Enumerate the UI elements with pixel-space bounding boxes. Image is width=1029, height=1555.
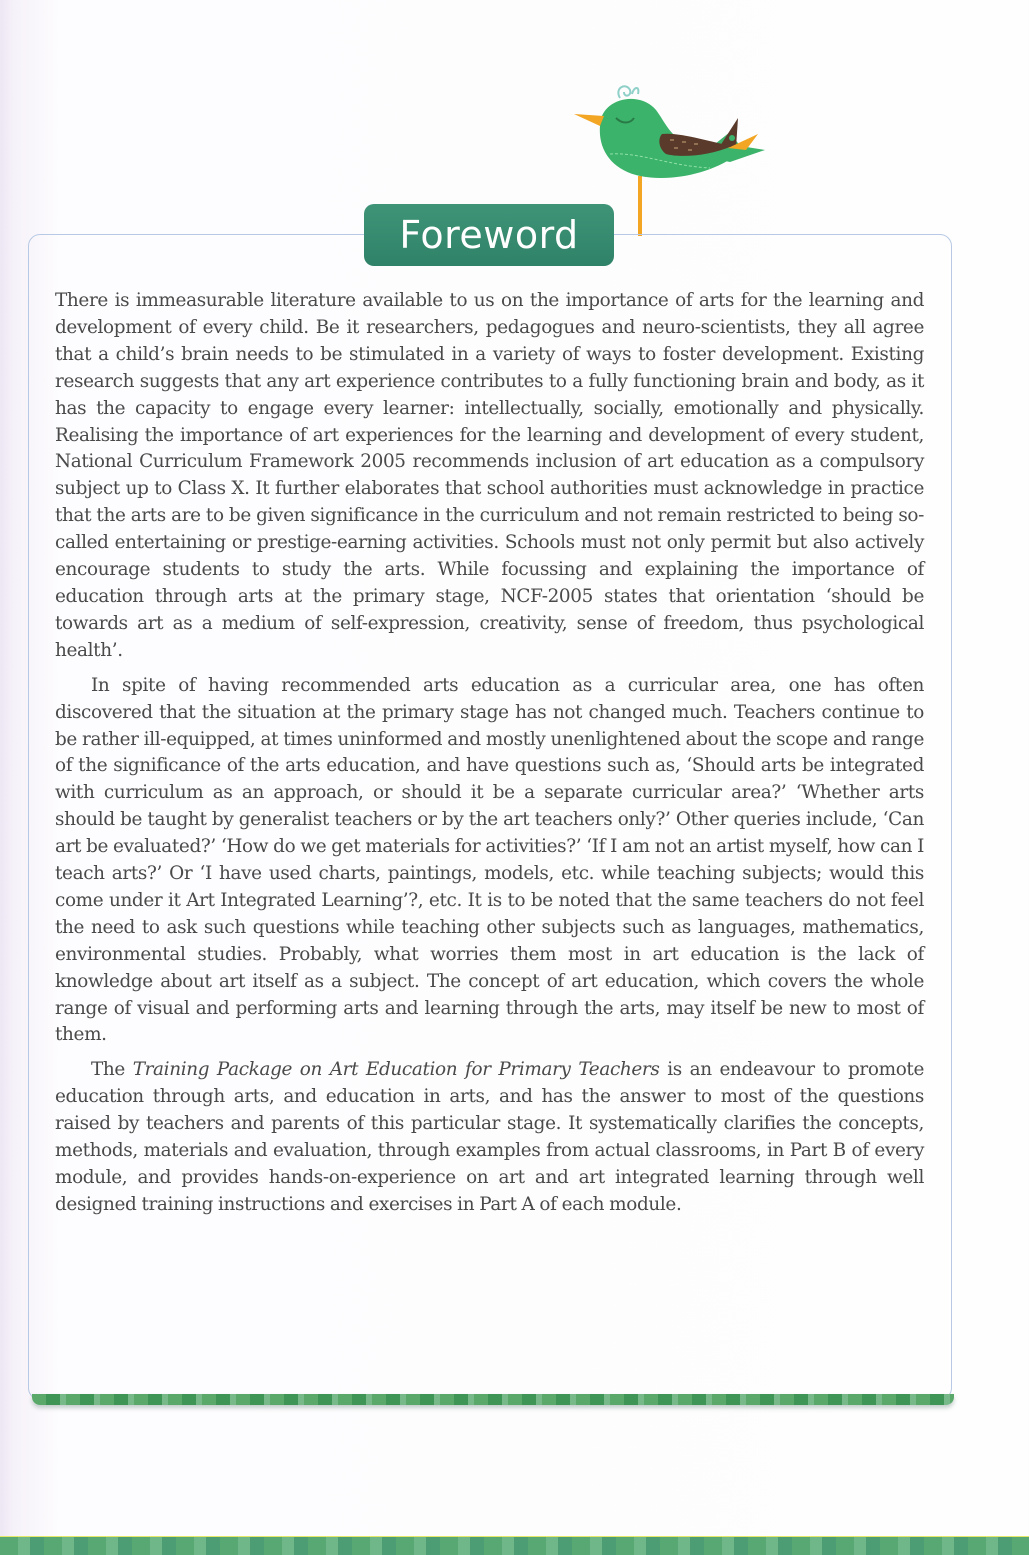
paragraph-3-lead: The xyxy=(91,1059,133,1081)
title-badge xyxy=(364,204,614,266)
paragraph-1: There is immeasurable literature available to us on the importance of arts for the learning and development of every child. Be it researchers, pedagogues and neuro-scientists, they all agree that a child’s brain needs to be stimulated in a variety of ways to foster development. Existing research suggests that any art experience contributes to a fully functioning brain and body, as it has the capacity to engage every learner: intellectually, socially, emotionally and physically. Realising the importance of art experiences for the learning and development of every student, National Curriculum Framework 2005 recommends inclusion of art education as a compulsory subject up to Class X. It further elaborates that school authorities must acknowledge in practice that the arts are to be given significance in the curriculum and not remain restricted to being so-called entertaining or prestige-earning activities. Schools must not only permit but also actively encourage students to study the arts. While focussing and explaining the importance of education through arts at the primary stage, NCF-2005 states that orientation ‘should be towards art as a medium of self-expression, creativity, sense of freedom, thus psychological health’. xyxy=(55,290,924,661)
paragraph-2: In spite of having recommended arts education as a curricular area, one has often discovered that the situation at the primary stage has not changed much. Teachers continue to be rather ill-equipped, at times uninformed and mostly unenlightened about the scope and range of the significance of the arts education, and have questions such as, ‘Should arts be integrated with curriculum as an approach, or should it be a separate curricular area?’ ‘Whether arts should be taught by generalist teachers or by the art teachers only?’ Other queries include, ‘Can art be evaluated?’ ‘How do we get materials for activities?’ ‘If I am not an artist myself, how can I teach arts?’ Or ‘I have used charts, paintings, models, etc. while teaching subjects; would this come under it Art Integrated Learning’?, etc. It is to be noted that the same teachers do not feel the need to ask such questions while teaching other subjects such as languages, mathematics, environmental studies. Probably, what worries them most in art education is the lack of knowledge about art itself as a subject. The concept of art education, which covers the whole range of visual and performing arts and learning through the arts, may itself be new to most of them. xyxy=(55,674,924,1046)
bird-leg xyxy=(638,176,642,236)
paragraph-3 xyxy=(55,1057,924,1218)
paragraph-3-text: is an endeavour to promote education through arts, and education in arts, and has the answer to most of the questions raised by teachers and parents of this particular stage. It systematically clarifies the concepts, methods, materials and evaluation, through examples from actual classrooms, in Part B of every module, and provides hands-on-experience on art and art integrated learning through well designed training instructions and exercises in Part A of each module. xyxy=(55,1059,924,1215)
foreword-body xyxy=(55,288,924,1227)
page-bottom-strip xyxy=(0,1536,1029,1555)
bird-beak xyxy=(574,114,604,126)
page-title: Foreword xyxy=(399,213,579,257)
frame-bottom-border xyxy=(32,1394,954,1405)
publication-title: Training Package on Art Education for Primary Teachers xyxy=(132,1059,660,1081)
bird-crest xyxy=(618,86,630,98)
